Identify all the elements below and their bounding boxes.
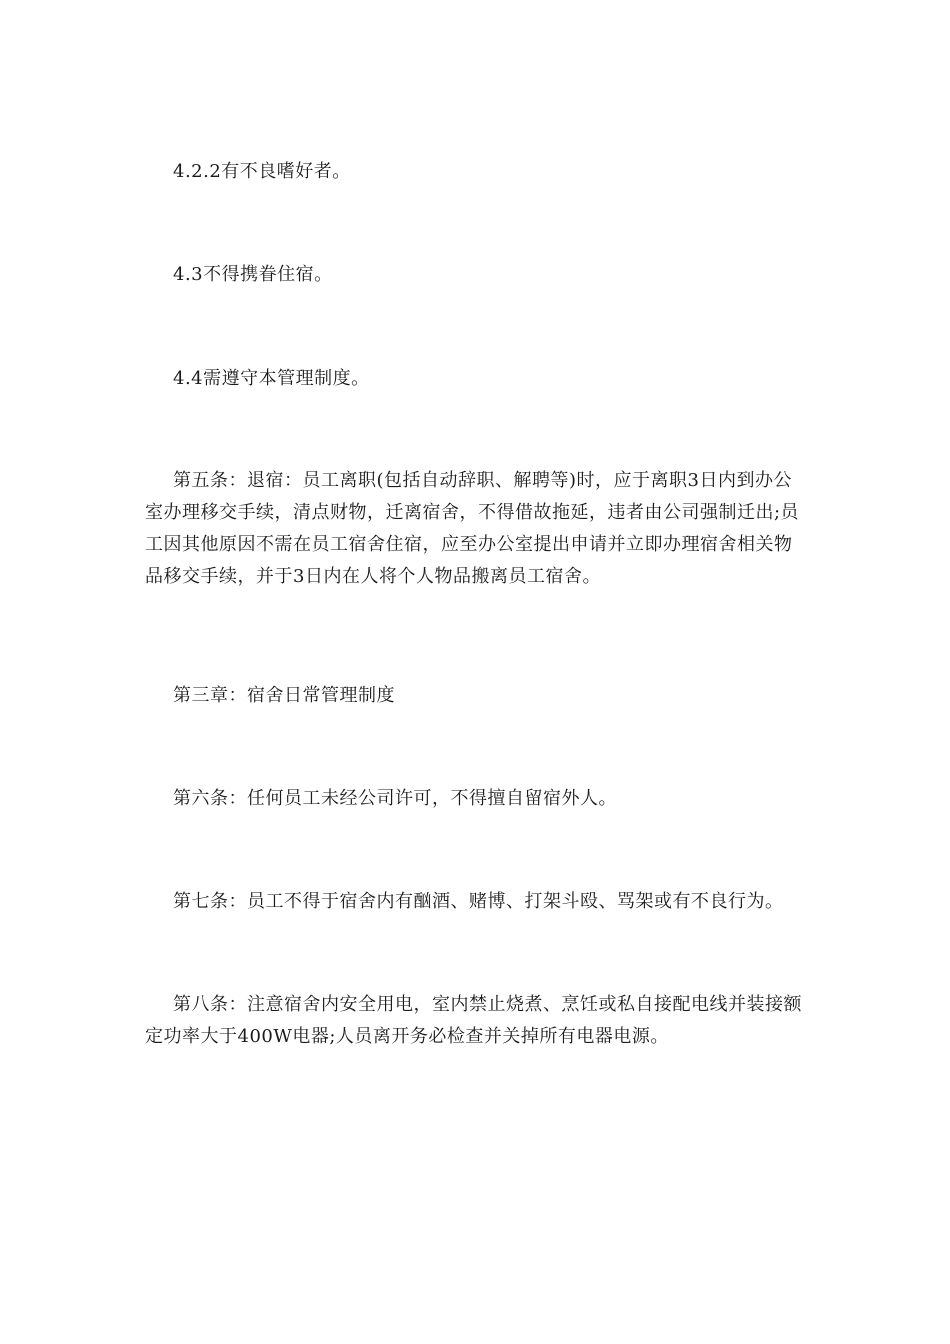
clause-4-2-2: 4.2.2有不良嗜好者。 (173, 161, 351, 182)
article-8: 第八条：注意宿舍内安全用电，室内禁止烧煮、烹饪或私自接配电线并装接额定功率大于400W电器;人员离开务必检查并关掉所有电器电源。 (145, 994, 802, 1047)
article-7: 第七条：员工不得于宿舍内有酗酒、赌博、打架斗殴、骂架或有不良行为。 (173, 891, 784, 912)
chapter-3-heading: 第三章：宿舍日常管理制度 (173, 685, 395, 706)
article-6: 第六条：任何员工未经公司许可，不得擅自留宿外人。 (173, 788, 617, 809)
clause-4-4: 4.4需遵守本管理制度。 (173, 368, 370, 389)
article-5-checkout: 第五条：退宿：员工离职(包括自动辞职、解聘等)时，应于离职3日内到办公室办理移交手续，清点财物，迁离宿舍，不得借故拖延，违者由公司强制迁出;员工因其他原因不需在员工宿舍住宿，应至办公室提出申请并立即办理宿舍相关物品移交手续，并于3日内在人将个人物品搬离员工宿舍。 (145, 470, 800, 587)
clause-4-3: 4.3不得携眷住宿。 (173, 264, 333, 285)
